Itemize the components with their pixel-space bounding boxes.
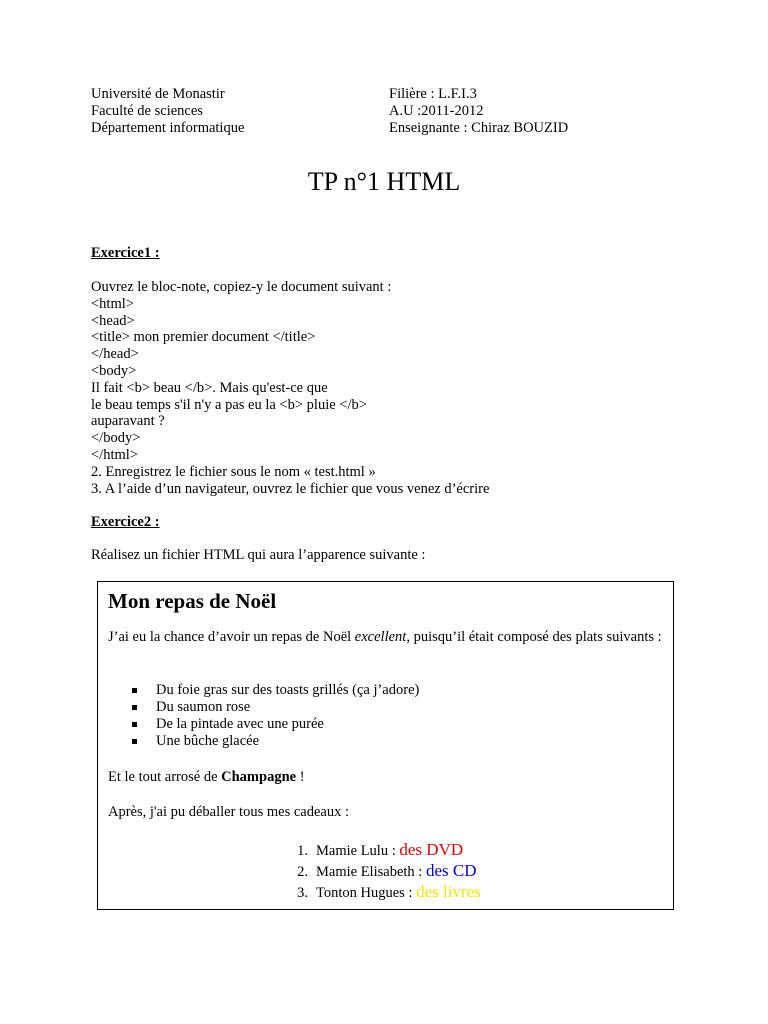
exercise1-line: 2. Enregistrez le fichier sous le nom « test.html » [91,463,376,480]
gift-giver: Tonton Hugues : [316,885,417,901]
list-number: 3. [297,885,308,901]
list-item [130,699,419,716]
list-number: 2. [297,864,308,880]
exercise1-line: auparavant ? [91,413,165,430]
header-left [91,86,244,137]
square-bullet-icon [132,722,137,727]
gift-giver: Mamie Lulu : [316,843,400,859]
list-item [130,682,419,699]
exercise1-line: <body> [91,362,137,379]
university-name: Université de Monastir [91,86,225,102]
department-name: Département informatique [91,120,245,136]
square-bullet-icon [132,705,137,710]
exercise2-heading: Exercice2 : [91,514,160,530]
ordered-list-item [288,882,481,903]
exercise2-intro: Réalisez un fichier HTML qui aura l’apparence suivante : [91,547,426,563]
exercise1-line: </head> [91,346,139,363]
gift-giver: Mamie Elisabeth : [316,864,426,880]
list-item-text: Du saumon rose [156,699,251,715]
list-item [130,733,419,750]
preview-champagne-text: Et le tout arrosé de [108,769,222,785]
gift-item: des livres [416,882,481,901]
list-item [130,716,419,733]
ordered-list-item [288,840,481,861]
square-bullet-icon [132,739,137,744]
list-number: 1. [297,843,308,859]
header-right [389,86,568,137]
exercise1-heading: Exercice1 : [91,245,160,261]
exercise1-body [91,279,489,497]
square-bullet-icon [132,688,137,693]
preview-champagne-text-end: ! [296,769,305,785]
gift-item: des CD [425,861,477,880]
exercise1-line: </body> [91,430,141,447]
gift-item: des DVD [399,840,464,859]
exercise1-line: </html> [91,446,138,463]
rendered-preview-box [97,581,674,910]
preview-bullet-list [130,682,419,750]
list-item-text: De la pintade avec une purée [156,716,324,732]
program-label: Filière : L.F.I.3 [389,86,477,102]
exercise1-line: le beau temps s'il n'y a pas eu la <b> pluie </b> [91,396,367,413]
exercise1-line: 3. A l’aide d’un navigateur, ouvrez le fichier que vous venez d’écrire [91,480,490,497]
preview-intro-text: J’ai eu la chance d’avoir un repas de Noël [108,629,355,645]
preview-paragraph-champagne [108,768,305,786]
teacher-name: Enseignante : Chiraz BOUZID [389,120,569,136]
list-item-text: Une bûche glacée [156,733,260,749]
preview-ordered-list [288,840,481,903]
exercise2-body [91,547,425,564]
preview-title: Mon repas de Noël [108,589,277,613]
list-item-text: Du foie gras sur des toasts grillés (ça j’adore) [156,682,420,698]
preview-strong: Champagne [221,769,297,785]
academic-year: A.U :2011-2012 [389,103,484,119]
exercise1-line: <html> [91,295,134,312]
exercise1-line: <title> mon premier document </title> [91,329,316,346]
ordered-list-item [288,861,481,882]
preview-emphasis: excellent [354,629,407,645]
exercise1-line: <head> [91,312,135,329]
preview-intro-text-end: , puisqu’il était composé des plats suivants : [406,629,662,645]
page-title: TP n°1 HTML [307,167,461,196]
preview-paragraph-intro [108,628,668,646]
faculty-name: Faculté de sciences [91,103,203,119]
exercise1-line: Il fait <b> beau </b>. Mais qu'est-ce que [91,379,328,396]
preview-paragraph-gifts: Après, j'ai pu déballer tous mes cadeaux : [108,804,349,820]
exercise1-line: Ouvrez le bloc-note, copiez-y le document suivant : [91,279,392,295]
